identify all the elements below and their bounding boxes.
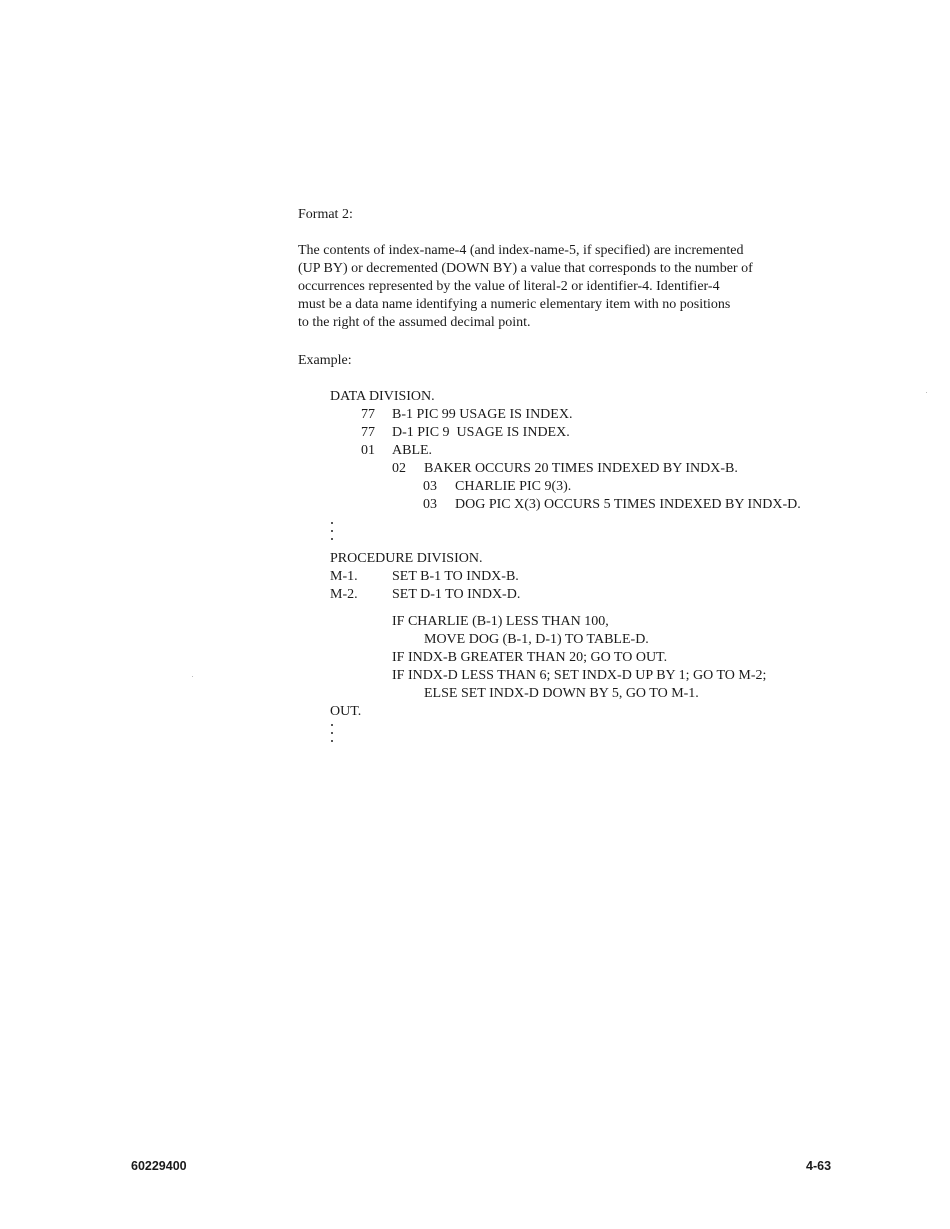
code-level-number: 77: [361, 425, 375, 440]
code-line: B-1 PIC 99 USAGE IS INDEX.: [392, 407, 573, 422]
code-line: CHARLIE PIC 9(3).: [455, 479, 572, 494]
code-level-number: 01: [361, 443, 375, 458]
code-line: MOVE DOG (B-1, D-1) TO TABLE-D.: [424, 632, 649, 647]
paragraph-line: occurrences represented by the value of literal-2 or identifier-4. Identifier-4: [298, 279, 720, 294]
code-paragraph-label: M-2.: [330, 587, 358, 602]
code-out-label: OUT.: [330, 704, 362, 719]
code-line: ELSE SET INDX-D DOWN BY 5, GO TO M-1.: [424, 686, 699, 701]
code-line: IF INDX-D LESS THAN 6; SET INDX-D UP BY 1; GO TO M-2;: [392, 668, 767, 683]
scan-speck: [926, 392, 927, 393]
paragraph-line: (UP BY) or decremented (DOWN BY) a value that corresponds to the number of: [298, 261, 753, 276]
scan-speck: [192, 676, 193, 677]
page-number: 4-63: [806, 1159, 832, 1173]
code-line: SET D-1 TO INDX-D.: [392, 587, 521, 602]
format-heading: Format 2:: [298, 207, 353, 222]
paragraph-line: must be a data name identifying a numeric elementary item with no positions: [298, 297, 731, 312]
code-line: IF CHARLIE (B-1) LESS THAN 100,: [392, 614, 609, 629]
code-line: SET B-1 TO INDX-B.: [392, 569, 519, 584]
code-level-number: 03: [423, 479, 437, 494]
paragraph-line: The contents of index-name-4 (and index-name-5, if specified) are incremented: [298, 243, 744, 258]
code-line: DOG PIC X(3) OCCURS 5 TIMES INDEXED BY INDX-D.: [455, 497, 801, 512]
description-paragraph: [298, 242, 873, 332]
document-number: 60229400: [131, 1159, 187, 1173]
code-line: ABLE.: [392, 443, 433, 458]
code-line: BAKER OCCURS 20 TIMES INDEXED BY INDX-B.: [424, 461, 738, 476]
code-level-number: 02: [392, 461, 406, 476]
code-level-number: 03: [423, 497, 437, 512]
code-line: D-1 PIC 9 USAGE IS INDEX.: [392, 425, 570, 440]
code-paragraph-label: M-1.: [330, 569, 358, 584]
code-line: IF INDX-B GREATER THAN 20; GO TO OUT.: [392, 650, 668, 665]
example-label: Example:: [298, 353, 352, 368]
code-procedure-division: PROCEDURE DIVISION.: [330, 551, 483, 566]
paragraph-line: to the right of the assumed decimal point.: [298, 315, 531, 330]
code-level-number: 77: [361, 407, 375, 422]
code-data-division: DATA DIVISION.: [330, 389, 435, 404]
